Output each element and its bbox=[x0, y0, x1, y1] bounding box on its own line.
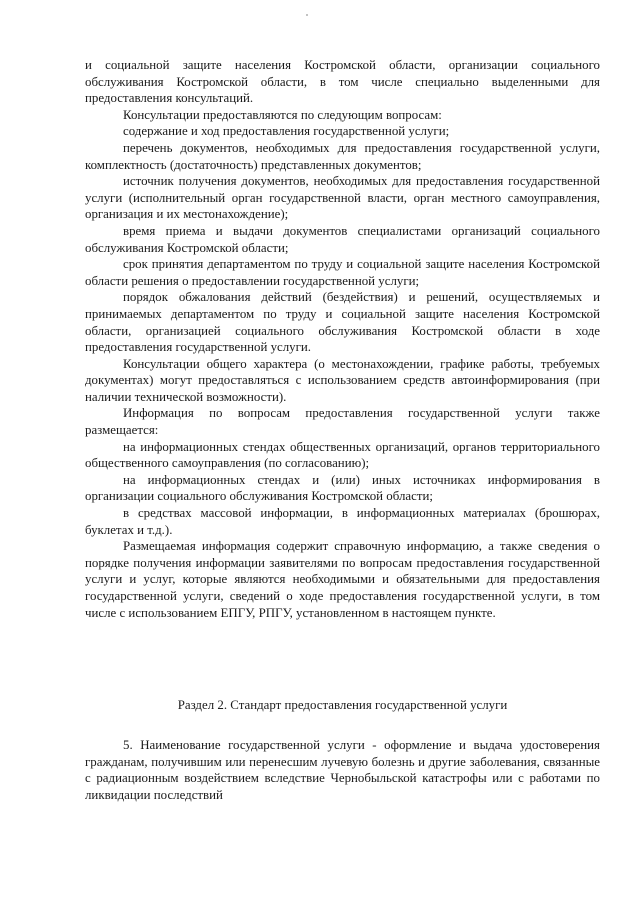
paragraph: порядок обжалования действий (бездействия) и решений, осуществляемых и принимаемых департаментом по труду и социальной защите населения Костромской области, организацией социального обслуживания Костромской области в ходе предоставления государственной услуги. bbox=[85, 290, 600, 355]
paragraph: Консультации предоставляются по следующим вопросам: bbox=[123, 107, 442, 122]
paragraph: в средствах массовой информации, в информационных материалах (брошюрах, буклетах и т.д.). bbox=[85, 506, 600, 537]
paragraph: время приема и выдачи документов специалистами организаций социального обслуживания Костромской области; bbox=[85, 223, 600, 255]
paragraph: срок принятия департаментом по труду и социальной защите населения Костромской области решения о предоставлении государственной услуги; bbox=[85, 257, 600, 288]
paragraph: и социальной защите населения Костромской области, организации социального обслуживания Костромской области, в том числе специально выделенными для предоставления консультаций. bbox=[85, 58, 600, 106]
paragraph: источник получения документов, необходимых для предоставления государственной услуги (исполнительный орган государственной власти, орган местного самоуправления, организация и их местонахождение); bbox=[85, 174, 600, 222]
scan-artifact-dot bbox=[306, 14, 308, 16]
paragraph: на информационных стендах общественных организаций, органов территориального общественного самоуправления (по согласованию); bbox=[85, 439, 600, 471]
section-body bbox=[85, 737, 600, 803]
paragraph: перечень документов, необходимых для предоставления государственной услуги, комплектность (достаточность) представленных документов; bbox=[85, 140, 600, 172]
paragraph: содержание и ход предоставления государственной услуги; bbox=[123, 124, 450, 139]
paragraph: Информация по вопросам предоставления государственной услуги также размещается: bbox=[85, 406, 600, 438]
body-text bbox=[85, 57, 600, 621]
paragraph: 5. Наименование государственной услуги - оформление и выдача удостоверения гражданам, получившим или перенесшим лучевую болезнь и другие заболевания, связанные с радиационным воздействием вследствие Чернобыльской катастрофы или с работами по ликвидации последствий bbox=[85, 738, 600, 802]
paragraph: Размещаемая информация содержит справочную информацию, а также сведения о порядке получения информации заявителями по вопросам предоставления государственной услуги и услуг, которые являются необходимыми и обязательными для предоставления государственной услуги, сведений о ходе предоставления государственной услуги, в том числе с использованием ЕПГУ, РПГУ, установленном в настоящем пункте. bbox=[85, 539, 600, 620]
paragraph: Консультации общего характера (о местонахождении, графике работы, требуемых документах) могут предоставляться с использованием средств автоинформирования (при наличии технической возможности). bbox=[85, 356, 600, 404]
section-heading: Раздел 2. Стандарт предоставления государственной услуги bbox=[177, 698, 508, 712]
paragraph: на информационных стендах и (или) иных источниках информирования в организации социального обслуживания Костромской области; bbox=[85, 472, 600, 504]
